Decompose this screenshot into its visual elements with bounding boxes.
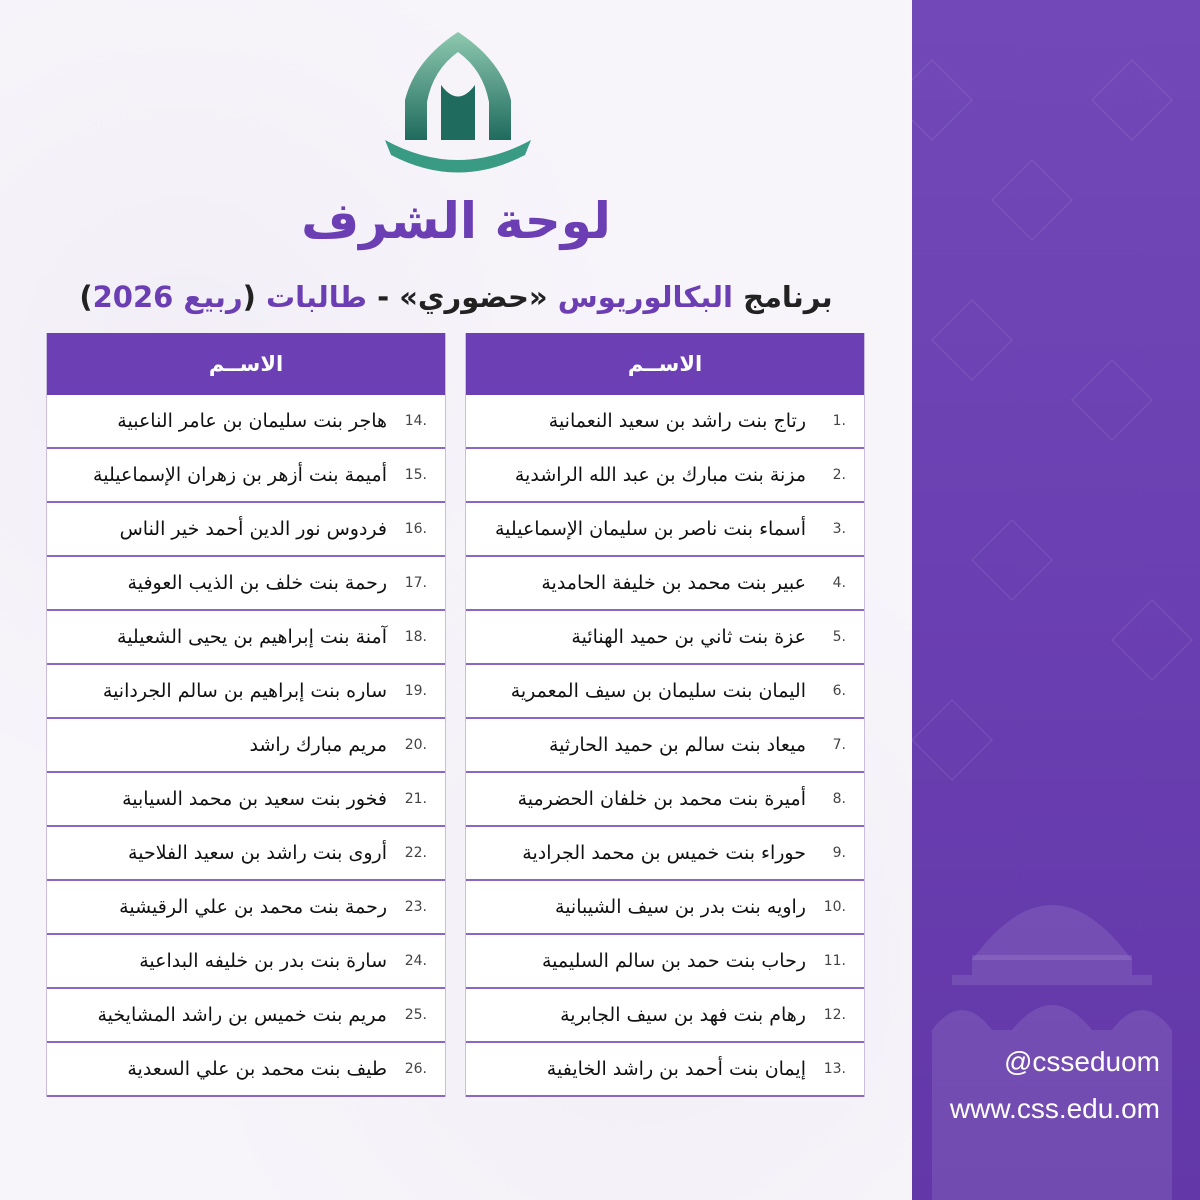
table-row	[47, 773, 445, 827]
student-name: عبير بنت محمد بن خليفة الحامدية	[541, 572, 806, 594]
subtitle-part: ربيع 2026	[92, 280, 243, 314]
student-name: فردوس نور الدين أحمد خير الناس	[119, 518, 387, 540]
row-number: 23.	[404, 899, 427, 915]
student-name: اليمان بنت سليمان بن سيف المعمرية	[510, 680, 806, 702]
student-name: أميرة بنت محمد بن خلفان الحضرمية	[517, 788, 806, 810]
student-name: آمنة بنت إبراهيم بن يحيى الشعيلية	[117, 626, 387, 648]
row-number: 24.	[404, 953, 427, 969]
student-name: مزنة بنت مبارك بن عبد الله الراشدية	[514, 464, 806, 486]
student-name: أروى بنت راشد بن سعيد الفلاحية	[128, 842, 387, 864]
table-row	[47, 881, 445, 935]
student-name: أميمة بنت أزهر بن زهران الإسماعيلية	[93, 464, 387, 486]
row-number: 25.	[404, 1007, 427, 1023]
table-header: الاســم	[47, 333, 445, 395]
row-number: 18.	[404, 629, 427, 645]
subtitle-part: طالبات	[266, 280, 367, 314]
row-number: 16.	[404, 521, 427, 537]
student-name: إيمان بنت أحمد بن راشد الخايفية	[546, 1058, 806, 1080]
row-number: 26.	[404, 1061, 427, 1077]
table-row	[47, 935, 445, 989]
row-number: 17.	[404, 575, 427, 591]
student-name: راويه بنت بدر بن سيف الشيبانية	[555, 896, 806, 918]
table-row	[466, 935, 864, 989]
row-number: 9.	[832, 845, 846, 861]
row-number: 2.	[832, 467, 846, 483]
student-name: طيف بنت محمد بن علي السعدية	[127, 1058, 387, 1080]
row-number: 3.	[832, 521, 846, 537]
row-number: 1.	[832, 413, 846, 429]
row-number: 22.	[404, 845, 427, 861]
student-name: حوراء بنت خميس بن محمد الجرادية	[522, 842, 806, 864]
row-number: 20.	[404, 737, 427, 753]
social-handle[interactable]: @csseduom	[1003, 1046, 1160, 1077]
row-number: 15.	[404, 467, 427, 483]
student-name: رحمة بنت خلف بن الذيب العوفية	[127, 572, 387, 594]
college-logo-icon	[375, 30, 541, 180]
subtitle-part: «حضوري» -	[366, 280, 558, 314]
subtitle-part: (	[242, 280, 266, 314]
row-number: 19.	[404, 683, 427, 699]
student-name: هاجر بنت سليمان بن عامر الناعبية	[117, 410, 387, 432]
row-number: 12.	[823, 1007, 846, 1023]
student-name: رحاب بنت حمد بن سالم السليمية	[541, 950, 806, 972]
student-name: رتاج بنت راشد بن سعيد النعمانية	[548, 410, 806, 432]
table-row	[466, 557, 864, 611]
student-name: رهام بنت فهد بن سيف الجابرية	[560, 1004, 806, 1026]
table-row	[466, 665, 864, 719]
student-name: فخور بنت سعيد بن محمد السيابية	[122, 788, 387, 810]
student-name: عزة بنت ثاني بن حميد الهنائية	[571, 626, 806, 648]
table-row	[47, 665, 445, 719]
table-body	[47, 395, 445, 1097]
table-row	[466, 719, 864, 773]
row-number: 14.	[404, 413, 427, 429]
table-row	[47, 1043, 445, 1097]
row-number: 21.	[404, 791, 427, 807]
table-row	[47, 557, 445, 611]
subtitle-part: )	[79, 280, 93, 314]
table-row	[466, 773, 864, 827]
row-number: 8.	[832, 791, 846, 807]
table-row	[47, 989, 445, 1043]
table-body	[466, 395, 864, 1097]
row-number: 4.	[832, 575, 846, 591]
names-table-right	[465, 333, 865, 1097]
college-logo	[375, 30, 541, 180]
table-row	[47, 395, 445, 449]
row-number: 10.	[823, 899, 846, 915]
mosque-silhouette-icon	[912, 0, 1200, 1200]
names-table-left	[46, 333, 446, 1097]
table-row	[466, 395, 864, 449]
table-row	[47, 449, 445, 503]
student-name: رحمة بنت محمد بن علي الرقيشية	[119, 896, 387, 918]
website-link[interactable]: www.css.edu.om	[949, 1093, 1160, 1124]
table-row	[466, 611, 864, 665]
student-name: سارة بنت بدر بن خليفه البداعية	[139, 950, 387, 972]
table-row	[466, 503, 864, 557]
student-name: ميعاد بنت سالم بن حميد الحارثية	[548, 734, 806, 756]
student-name: ساره بنت إبراهيم بن سالم الجردانية	[102, 680, 387, 702]
table-row	[466, 827, 864, 881]
table-row	[466, 1043, 864, 1097]
subtitle-part: البكالوريوس	[557, 280, 733, 314]
table-row	[47, 611, 445, 665]
table-row	[47, 503, 445, 557]
row-number: 6.	[832, 683, 846, 699]
page-subtitle	[0, 280, 912, 314]
student-name: أسماء بنت ناصر بن سليمان الإسماعيلية	[495, 518, 806, 540]
row-number: 13.	[823, 1061, 846, 1077]
side-panel	[912, 0, 1200, 1200]
table-row	[466, 449, 864, 503]
student-name: مريم بنت خميس بن راشد المشايخية	[97, 1004, 387, 1026]
table-row	[47, 719, 445, 773]
table-row	[466, 989, 864, 1043]
row-number: 11.	[823, 953, 846, 969]
page-title: لوحة الشرف	[301, 192, 611, 250]
table-row	[466, 881, 864, 935]
subtitle-part: برنامج	[732, 280, 833, 314]
row-number: 5.	[832, 629, 846, 645]
table-row	[47, 827, 445, 881]
row-number: 7.	[832, 737, 846, 753]
student-name: مريم مبارك راشد	[249, 734, 387, 756]
table-header: الاســم	[466, 333, 864, 395]
